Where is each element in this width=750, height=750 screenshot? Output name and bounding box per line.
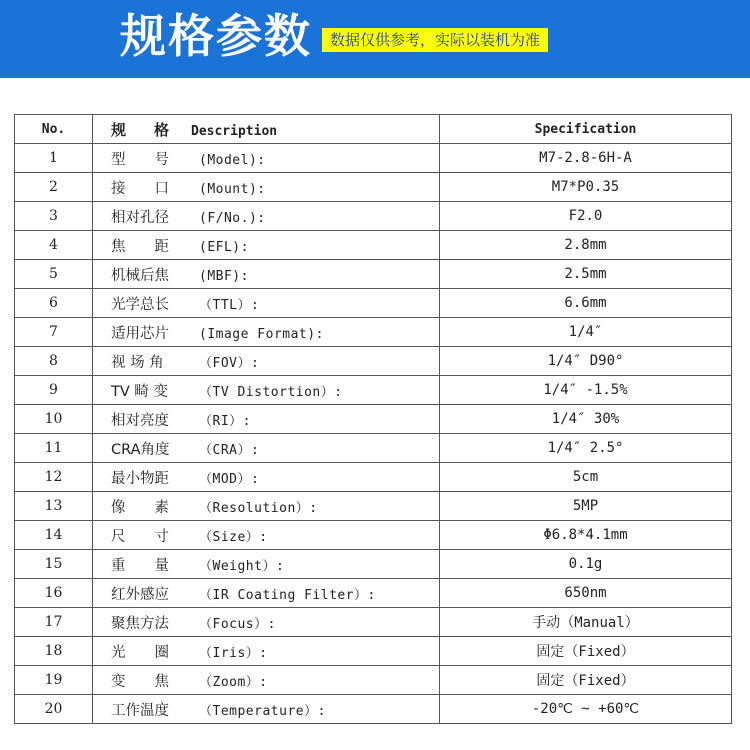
row-number: 18 — [15, 637, 93, 666]
row-name-en: （CRA）: — [199, 442, 260, 458]
row-description — [93, 405, 440, 434]
row-name-en: （Temperature）: — [199, 703, 326, 719]
row-number: 19 — [15, 666, 93, 695]
header-description — [93, 115, 440, 144]
row-specification: M7*P0.35 — [440, 173, 732, 202]
disclaimer-note: 数据仅供参考，实际以装机为准 — [322, 28, 548, 52]
row-specification: M7-2.8-6H-A — [440, 144, 732, 173]
row-name-cn: 变 焦 — [111, 673, 169, 690]
header-name-cn: 规格 — [111, 120, 198, 139]
header-name-en: Description — [191, 123, 278, 139]
table-row — [15, 289, 732, 318]
table-row — [15, 231, 732, 260]
row-name-en: (Image Format): — [199, 326, 324, 342]
row-name-cn: 相对亮度 — [111, 412, 169, 429]
row-name-cn: 光学总长 — [111, 296, 169, 313]
row-number: 7 — [15, 318, 93, 347]
table-row — [15, 434, 732, 463]
table-row — [15, 579, 732, 608]
row-name-cn: 工作温度 — [111, 702, 169, 719]
row-specification: 2.8mm — [440, 231, 732, 260]
row-number: 16 — [15, 579, 93, 608]
row-number: 9 — [15, 376, 93, 405]
row-specification: 650nm — [440, 579, 732, 608]
row-name-cn: CRA角度 — [111, 441, 170, 458]
row-description — [93, 521, 440, 550]
row-description — [93, 579, 440, 608]
row-description — [93, 173, 440, 202]
row-name-cn: 型 号 — [111, 151, 169, 168]
row-name-cn: 视 场 角 — [111, 354, 164, 371]
row-name-cn: 光 圈 — [111, 644, 169, 661]
row-name-en: （Size）: — [199, 529, 268, 545]
table-row — [15, 318, 732, 347]
row-name-en: (MBF): — [199, 268, 249, 284]
header-banner — [0, 0, 750, 78]
row-name-en: （Weight）: — [199, 558, 285, 574]
row-name-cn: 红外感应 — [111, 586, 169, 603]
row-number: 6 — [15, 289, 93, 318]
row-description — [93, 260, 440, 289]
row-name-en: （TV Distortion）: — [199, 384, 343, 400]
row-specification: 1/4″ — [440, 318, 732, 347]
row-specification: 固定（Fixed） — [440, 637, 732, 666]
row-specification: 1/4″ D90° — [440, 347, 732, 376]
row-number: 12 — [15, 463, 93, 492]
row-description — [93, 550, 440, 579]
table-row — [15, 260, 732, 289]
row-number: 17 — [15, 608, 93, 637]
row-specification: 6.6mm — [440, 289, 732, 318]
row-description — [93, 608, 440, 637]
row-name-en: （IR Coating Filter）: — [199, 587, 376, 603]
row-number: 14 — [15, 521, 93, 550]
row-description — [93, 434, 440, 463]
table-header-row — [15, 115, 732, 144]
row-name-en: （Iris）: — [199, 645, 268, 661]
row-name-en: （FOV）: — [199, 355, 260, 371]
row-description — [93, 666, 440, 695]
row-description — [93, 492, 440, 521]
row-number: 10 — [15, 405, 93, 434]
row-specification: 1/4″ 30% — [440, 405, 732, 434]
table-row — [15, 521, 732, 550]
row-specification: 5cm — [440, 463, 732, 492]
row-number: 1 — [15, 144, 93, 173]
row-description — [93, 289, 440, 318]
row-number: 5 — [15, 260, 93, 289]
row-name-en: （Resolution）: — [199, 500, 318, 516]
row-description — [93, 318, 440, 347]
row-name-cn: 适用芯片 — [111, 325, 169, 342]
row-name-cn: 聚焦方法 — [111, 615, 169, 632]
row-description — [93, 144, 440, 173]
table-row — [15, 202, 732, 231]
row-specification: 1/4″ -1.5% — [440, 376, 732, 405]
row-name-en: (Mount): — [199, 181, 266, 197]
table-row — [15, 405, 732, 434]
row-description — [93, 463, 440, 492]
row-description — [93, 347, 440, 376]
spec-table — [14, 114, 732, 724]
row-name-cn: 像 素 — [111, 499, 169, 516]
row-name-en: （Zoom）: — [199, 674, 268, 690]
row-specification: F2.0 — [440, 202, 732, 231]
table-row — [15, 173, 732, 202]
table-row — [15, 550, 732, 579]
row-name-en: (EFL): — [199, 239, 249, 255]
header-specification: Specification — [440, 115, 732, 144]
row-number: 11 — [15, 434, 93, 463]
row-specification: Φ6.8*4.1mm — [440, 521, 732, 550]
row-specification: 5MP — [440, 492, 732, 521]
table-row — [15, 666, 732, 695]
row-name-cn: 焦 距 — [111, 238, 169, 255]
row-name-cn: 接 口 — [111, 180, 169, 197]
row-name-en: （Focus）: — [199, 616, 276, 632]
row-specification: 手动（Manual） — [440, 608, 732, 637]
row-name-cn: 机械后焦 — [111, 267, 169, 284]
row-name-cn: TV 畸 变 — [111, 383, 168, 400]
row-description — [93, 202, 440, 231]
row-name-en: （RI）: — [199, 413, 251, 429]
row-number: 8 — [15, 347, 93, 376]
row-description — [93, 637, 440, 666]
row-description — [93, 231, 440, 260]
row-specification: 0.1g — [440, 550, 732, 579]
row-name-en: (Model): — [199, 152, 266, 168]
table-row — [15, 608, 732, 637]
row-name-en: （TTL）: — [199, 297, 260, 313]
row-name-en: （MOD）: — [199, 471, 260, 487]
header-no: No. — [15, 115, 93, 144]
row-number: 20 — [15, 695, 93, 724]
row-name-cn: 尺 寸 — [111, 528, 169, 545]
row-name-cn: 重 量 — [111, 557, 169, 574]
table-row — [15, 695, 732, 724]
row-number: 3 — [15, 202, 93, 231]
table-row — [15, 492, 732, 521]
row-number: 13 — [15, 492, 93, 521]
page-title: 规格参数 — [120, 9, 312, 63]
row-name-cn: 最小物距 — [111, 470, 169, 487]
table-row — [15, 463, 732, 492]
row-specification: -20℃ ~ +60℃ — [440, 695, 732, 724]
row-specification: 固定（Fixed） — [440, 666, 732, 695]
row-number: 2 — [15, 173, 93, 202]
row-name-cn: 相对孔径 — [111, 209, 169, 226]
row-name-en: (F/No.): — [199, 210, 266, 226]
table-row — [15, 637, 732, 666]
row-specification: 1/4″ 2.5° — [440, 434, 732, 463]
row-description — [93, 376, 440, 405]
table-row — [15, 144, 732, 173]
row-description — [93, 695, 440, 724]
row-number: 4 — [15, 231, 93, 260]
table-row — [15, 376, 732, 405]
row-specification: 2.5mm — [440, 260, 732, 289]
table-row — [15, 347, 732, 376]
row-number: 15 — [15, 550, 93, 579]
